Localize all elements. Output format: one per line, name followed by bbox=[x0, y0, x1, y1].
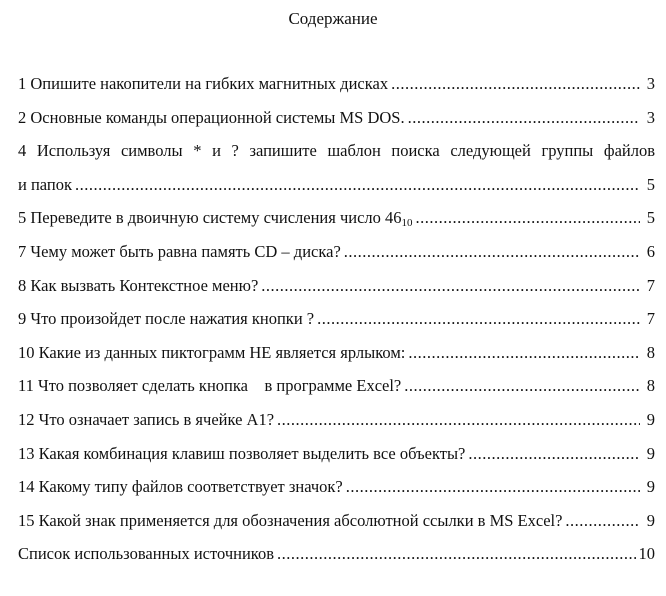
dot-leader bbox=[261, 275, 640, 296]
toc-entry-page: 7 bbox=[646, 309, 655, 329]
dot-leader bbox=[565, 510, 640, 531]
toc-entry-text: 5 Переведите в двоичную систему счисления число 46 bbox=[18, 208, 402, 228]
toc-entry-text: 2 Основные команды операционной системы MS DOS. bbox=[18, 107, 405, 127]
toc-entry-text: 9 Что произойдет после нажатия кнопки ? bbox=[18, 309, 315, 329]
dot-leader bbox=[277, 409, 640, 430]
dot-leader bbox=[277, 543, 636, 564]
toc-entry-text-continued: и папок bbox=[18, 174, 72, 194]
toc-entry[interactable] bbox=[18, 140, 655, 195]
dot-leader bbox=[391, 73, 640, 94]
toc-entry-page: 3 bbox=[646, 74, 655, 93]
toc-entry-page: 10 bbox=[638, 544, 655, 564]
toc-entry-page: 9 bbox=[646, 409, 655, 429]
toc-entry[interactable] bbox=[18, 275, 655, 296]
table-of-contents bbox=[18, 73, 655, 577]
toc-title: Содержание bbox=[288, 9, 378, 28]
toc-entry-page: 8 bbox=[646, 342, 655, 362]
toc-entry[interactable] bbox=[18, 207, 655, 228]
toc-entry-page: 7 bbox=[646, 275, 655, 295]
dot-leader bbox=[346, 476, 640, 497]
toc-entry-second-line bbox=[18, 174, 655, 195]
toc-entry[interactable] bbox=[18, 241, 655, 262]
dot-leader bbox=[416, 207, 640, 228]
toc-entry[interactable] bbox=[18, 443, 655, 464]
toc-entry-page: 9 bbox=[646, 443, 655, 463]
toc-entry-text: Список использованных источников bbox=[18, 544, 274, 564]
toc-entry-text: 10 Какие из данных пиктограмм НЕ является ярлыком: bbox=[18, 342, 406, 362]
toc-entry-text: 13 Какая комбинация клавиш позволяет выделить все объекты? bbox=[18, 443, 466, 463]
dot-leader bbox=[408, 342, 640, 363]
toc-entry-text: 14 Какому типу файлов соответствует значок? bbox=[18, 477, 343, 497]
toc-entry[interactable] bbox=[18, 409, 655, 430]
toc-entry-text: 12 Что означает запись в ячейке А1? bbox=[18, 409, 275, 429]
toc-entry[interactable] bbox=[18, 510, 655, 531]
toc-entry-page: 8 bbox=[646, 376, 655, 396]
subscript-base: 10 bbox=[401, 217, 413, 230]
toc-entry[interactable] bbox=[18, 375, 655, 396]
toc-entry-text: 8 Как вызвать Контекстное меню? bbox=[18, 275, 259, 295]
toc-entry-page: 9 bbox=[646, 510, 655, 530]
toc-entry[interactable] bbox=[18, 476, 655, 497]
toc-entry-page: 9 bbox=[646, 477, 655, 497]
dot-leader bbox=[404, 375, 640, 396]
toc-entry-text-wrap bbox=[18, 207, 413, 228]
toc-entry-text: 4 Используя символы * и ? запишите шаблон поиска следующей группы файлов bbox=[18, 141, 655, 161]
toc-entry-page: 6 bbox=[646, 241, 655, 261]
toc-entry[interactable] bbox=[18, 107, 655, 128]
dot-leader bbox=[317, 308, 640, 329]
toc-entry-page: 3 bbox=[646, 107, 655, 127]
toc-entry[interactable] bbox=[18, 73, 655, 94]
toc-entry[interactable] bbox=[18, 342, 655, 363]
dot-leader bbox=[408, 107, 640, 128]
toc-entry-text: 1 Опишите накопители на гибких магнитных дисках bbox=[18, 74, 389, 93]
toc-entry-text: 15 Какой знак применяется для обозначения абсолютной ссылки в MS Excel? bbox=[18, 510, 563, 530]
toc-entry-text: 7 Чему может быть равна память CD – диска? bbox=[18, 241, 341, 261]
toc-entry-page: 5 bbox=[646, 174, 655, 194]
toc-entry-text: 11 Что позволяет сделать кнопка в программе Excel? bbox=[18, 376, 402, 396]
dot-leader bbox=[75, 174, 640, 195]
dot-leader bbox=[344, 241, 640, 262]
dot-leader bbox=[468, 443, 640, 464]
toc-entry-page: 5 bbox=[646, 208, 655, 228]
toc-entry[interactable] bbox=[18, 543, 655, 564]
toc-entry[interactable] bbox=[18, 308, 655, 329]
